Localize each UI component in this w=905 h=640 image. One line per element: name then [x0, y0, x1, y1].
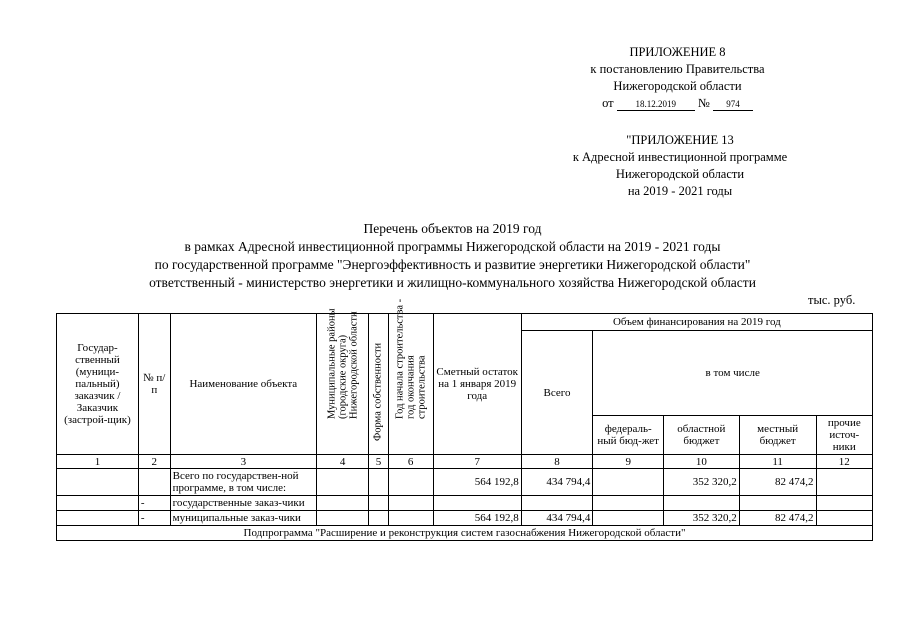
cell-total: 434 794,4 — [521, 469, 593, 496]
cell-customer — [57, 496, 139, 511]
appendix-8-date-line — [560, 95, 795, 112]
appendix-13-line2: Нижегородской области — [615, 167, 745, 181]
header-funding: Объем финансирования на 2019 год — [521, 314, 872, 331]
header-federal: федераль-ный бюд-жет — [593, 416, 664, 455]
col-num: 7 — [433, 455, 521, 469]
table-row — [57, 511, 873, 526]
cell-name: муниципальные заказ-чики — [170, 511, 316, 526]
cell-districts — [317, 496, 369, 511]
header-districts: Муниципальные районы (городские округа) Нижегородской области — [317, 314, 369, 455]
cell-federal — [593, 496, 664, 511]
cell-regional — [664, 496, 740, 511]
cell-balance: 564 192,8 — [433, 511, 521, 526]
cell-name: Всего по государствен-ной программе, в том числе: — [170, 469, 316, 496]
col-num: 3 — [170, 455, 316, 469]
cell-districts — [317, 511, 369, 526]
header-incl: в том числе — [593, 331, 873, 416]
appendix-8-header — [560, 44, 795, 112]
appendix-13-title: "ПРИЛОЖЕНИЕ 13 — [626, 133, 734, 147]
header-years: Год начала строительства - год окончания строительства — [388, 314, 433, 455]
header-other: прочие источ-ники — [816, 416, 872, 455]
cell-num — [138, 469, 170, 496]
col-num: 2 — [138, 455, 170, 469]
subprogram-row — [57, 526, 873, 541]
cell-ownership — [369, 469, 388, 496]
cell-customer — [57, 511, 139, 526]
header-num: № п/п — [138, 314, 170, 455]
appendix-8-title: ПРИЛОЖЕНИЕ 8 — [629, 45, 726, 59]
cell-ownership — [369, 496, 388, 511]
col-num: 8 — [521, 455, 593, 469]
header-ownership: Форма собственности — [369, 314, 388, 455]
appendix-8-line1: к постановлению Правительства — [590, 62, 765, 76]
col-num: 4 — [317, 455, 369, 469]
cell-local: 82 474,2 — [739, 511, 816, 526]
heading-line3: по государственной программе "Энергоэффективность и развитие энергетики Нижегородской области" — [154, 257, 751, 272]
col-num: 1 — [57, 455, 139, 469]
subprogram-title: Подпрограмма "Расширение и реконструкция систем газоснабжения Нижегородской области" — [57, 526, 873, 541]
cell-num: - — [138, 511, 170, 526]
column-number-row — [57, 455, 873, 469]
cell-other — [816, 496, 872, 511]
cell-years — [388, 496, 433, 511]
cell-num: - — [138, 496, 170, 511]
appendix-13-line3: на 2019 - 2021 годы — [627, 184, 733, 198]
heading-line1: Перечень объектов на 2019 год — [363, 221, 542, 236]
cell-years — [388, 511, 433, 526]
header-total: Всего — [521, 331, 593, 455]
col-num: 6 — [388, 455, 433, 469]
col-num: 9 — [593, 455, 664, 469]
appendix-8-line2: Нижегородской области — [613, 79, 742, 93]
heading-line4: ответственный - министерство энергетики и жилищно-коммунального хозяйства Нижегородской области — [149, 275, 756, 290]
resolution-number: 974 — [713, 99, 753, 111]
cell-ownership — [369, 511, 388, 526]
header-balance: Сметный остаток на 1 января 2019 года — [433, 314, 521, 455]
cell-regional: 352 320,2 — [664, 511, 740, 526]
appendix-13-header — [530, 132, 830, 200]
from-label: от — [602, 96, 614, 110]
cell-regional: 352 320,2 — [664, 469, 740, 496]
cell-customer — [57, 469, 139, 496]
cell-other — [816, 511, 872, 526]
cell-federal — [593, 511, 664, 526]
header-name: Наименование объекта — [170, 314, 316, 455]
heading-line2: в рамках Адресной инвестиционной программы Нижегородской области на 2019 - 2021 годы — [184, 239, 721, 254]
header-local: местный бюджет — [739, 416, 816, 455]
cell-total — [521, 496, 593, 511]
unit-label: тыс. руб. — [808, 293, 856, 307]
cell-balance — [433, 496, 521, 511]
appendix-13-line1: к Адресной инвестиционной программе — [572, 150, 788, 164]
cell-local: 82 474,2 — [739, 469, 816, 496]
header-row-1 — [57, 314, 873, 331]
table-row — [57, 496, 873, 511]
cell-name: государственные заказ-чики — [170, 496, 316, 511]
header-regional: областной бюджет — [664, 416, 740, 455]
header-customer: Государ-ственный (муници-пальный) заказчик / Заказчик (застрой-щик) — [57, 314, 139, 455]
table-row — [57, 469, 873, 496]
cell-local — [739, 496, 816, 511]
col-num: 11 — [739, 455, 816, 469]
document-heading — [60, 220, 845, 292]
cell-federal — [593, 469, 664, 496]
number-label: № — [697, 96, 710, 110]
cell-districts — [317, 469, 369, 496]
cell-total: 434 794,4 — [521, 511, 593, 526]
col-num: 10 — [664, 455, 740, 469]
col-num: 5 — [369, 455, 388, 469]
resolution-date: 18.12.2019 — [617, 99, 695, 111]
cell-other — [816, 469, 872, 496]
cell-years — [388, 469, 433, 496]
col-num: 12 — [816, 455, 872, 469]
cell-balance: 564 192,8 — [433, 469, 521, 496]
